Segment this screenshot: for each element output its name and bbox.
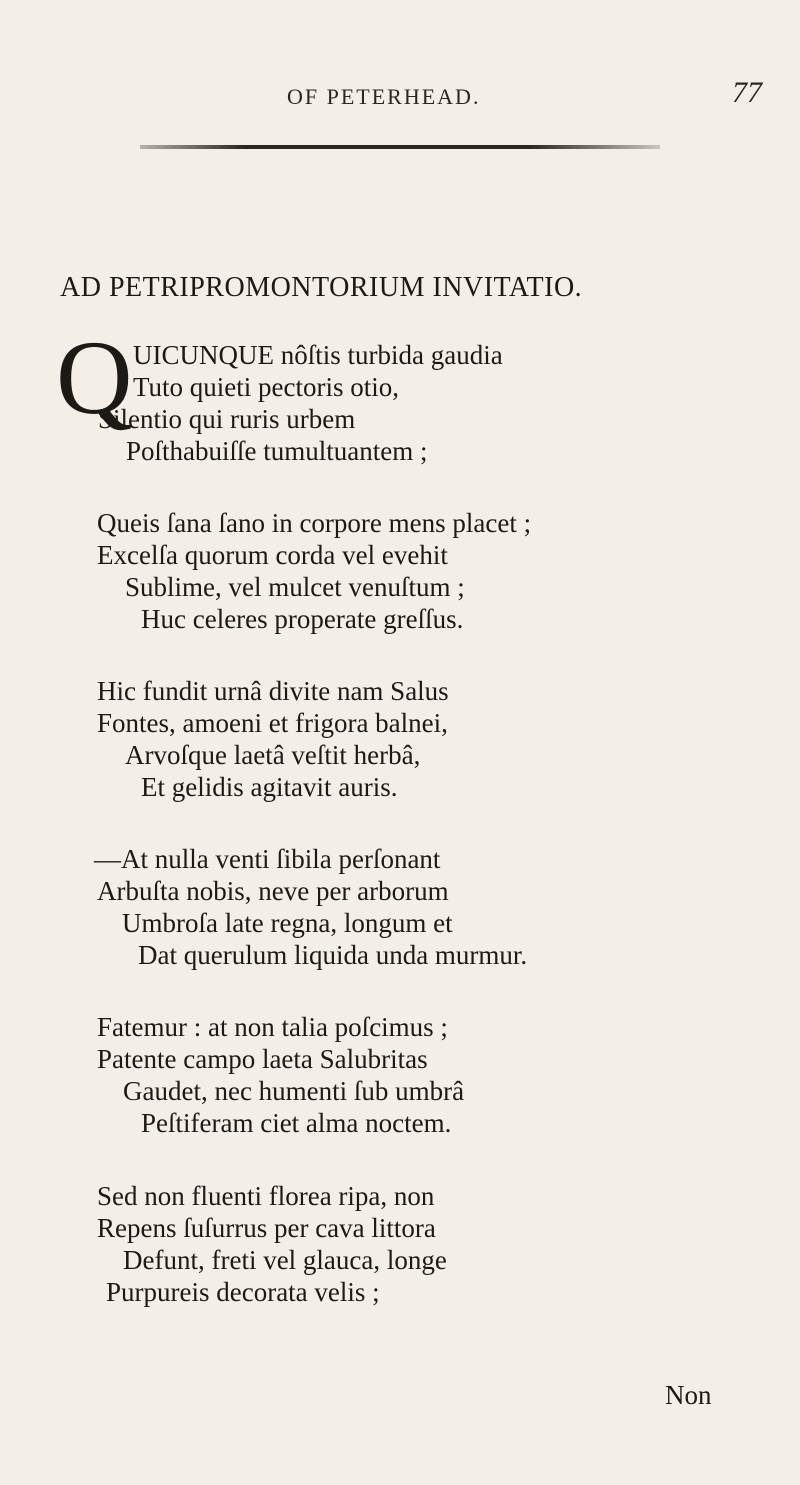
verse-line: UICUNQUE nôſtis turbida gaudia <box>133 340 503 370</box>
poem-title: AD PETRIPROMONTORIUM INVITATIO. <box>60 272 583 303</box>
verse-line: Poſthabuiſſe tumultuantem ; <box>126 436 428 466</box>
page-number: 77 <box>732 76 762 109</box>
verse-line: Defunt, freti vel glauca, longe <box>123 1245 447 1275</box>
verse-line: Arbuſta nobis, neve per arborum <box>97 876 449 906</box>
verse-line: Patente campo laeta Salubritas <box>97 1044 428 1074</box>
verse-line: Queis ſana ſano in corpore mens placet ; <box>97 508 532 538</box>
verse-line: Et gelidis agitavit auris. <box>141 772 398 802</box>
verse-line: Tuto quieti pectoris otio, <box>133 372 400 402</box>
verse-line: Hic fundit urnâ divite nam Salus <box>97 676 449 706</box>
verse-line: Sublime, vel mulcet venuſtum ; <box>125 572 465 602</box>
verse-line: Sed non fluenti florea ripa, non <box>97 1181 435 1211</box>
verse-line: Arvoſque laetâ veſtit herbâ, <box>125 740 421 770</box>
verse-line: Peſtiferam ciet alma noctem. <box>141 1108 452 1138</box>
catchword: Non <box>665 1380 712 1410</box>
verse-line: Repens ſuſurrus per cava littora <box>97 1213 436 1243</box>
verse-line: Silentio qui ruris urbem <box>98 404 356 434</box>
verse-line: Purpureis decorata velis ; <box>106 1277 380 1307</box>
drop-cap: Q <box>56 319 133 436</box>
header-rule <box>140 145 660 149</box>
running-head: OF PETERHEAD. <box>287 84 481 109</box>
verse-line: Excelſa quorum corda vel evehit <box>97 540 448 570</box>
verse-line: Gaudet, nec humenti ſub umbrâ <box>123 1076 465 1106</box>
verse-line: Dat querulum liquida unda murmur. <box>138 940 528 970</box>
verse-line: Umbroſa late regna, longum et <box>122 908 453 938</box>
verse-line: Huc celeres properate greſſus. <box>141 604 464 634</box>
verse-line: —At nulla venti ſibila perſonant <box>94 844 441 874</box>
verse-line: Fontes, amoeni et frigora balnei, <box>97 708 448 738</box>
verse-line: Fatemur : at non talia poſcimus ; <box>97 1012 448 1042</box>
